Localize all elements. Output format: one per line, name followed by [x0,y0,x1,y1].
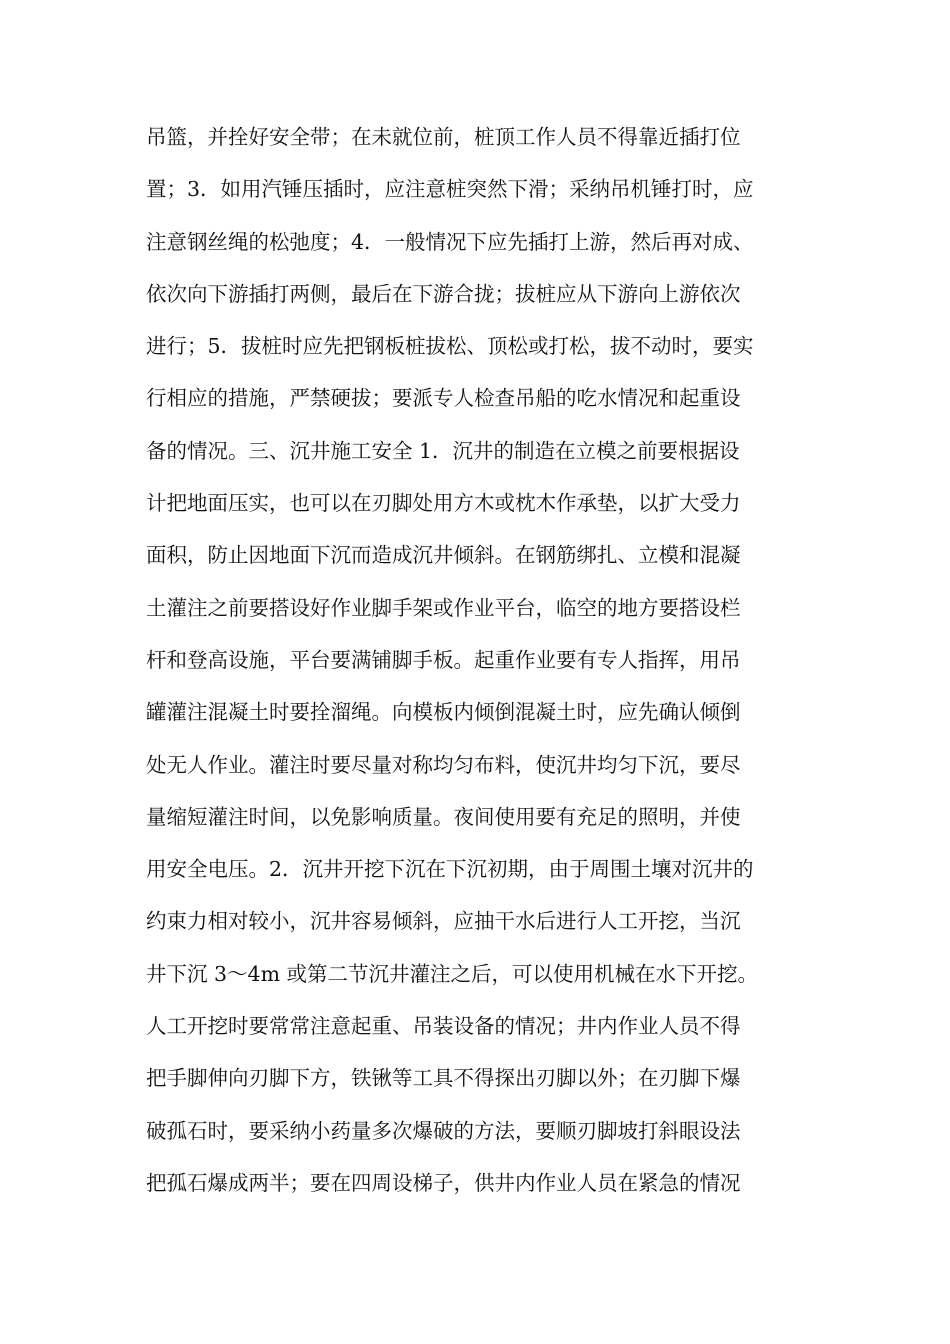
text-line: 进行；5．拔桩时应先把钢板桩拔松、顶松或打松，拔不动时，要实 [146,334,754,359]
text-line: 人工开挖时要常常注意起重、吊装设备的情况；井内作业人员不得 [146,1014,741,1039]
text-line: 用安全电压。2．沉井开挖下沉在下沉初期，由于周围土壤对沉井的 [146,857,754,882]
text-line: 土灌注之前要搭设好作业脚手架或作业平台，临空的地方要搭设栏 [146,595,741,620]
text-line: 量缩短灌注时间，以免影响质量。夜间使用要有充足的照明，并使 [146,804,741,829]
text-line: 把手脚伸向刃脚下方，铁锹等工具不得探出刃脚以外；在刃脚下爆 [146,1066,741,1091]
text-line: 置；3．如用汽锤压插时，应注意桩突然下滑；采纳吊机锤打时，应 [146,177,754,202]
text-line: 备的情况。三、沉井施工安全 1．沉井的制造在立模之前要根据设 [146,438,740,463]
text-line: 罐灌注混凝土时要拴溜绳。向模板内倾倒混凝土时，应先确认倾倒 [146,700,741,725]
text-line: 依次向下游插打两侧，最后在下游合拢；拔桩应从下游向上游依次 [146,281,741,306]
text-line: 把孤石爆成两半；要在四周设梯子，供井内作业人员在紧急的情况 [146,1170,741,1195]
text-line: 吊篮，并拴好安全带；在未就位前，桩顶工作人员不得靠近插打位 [146,125,741,149]
body-text [146,117,818,1215]
text-line: 处无人作业。灌注时要尽量对称均匀布料，使沉井均匀下沉，要尽 [146,752,741,777]
text-line: 破孤石时，要采纳小药量多次爆破的方法，要顺刃脚坡打斜眼设法 [146,1118,741,1143]
text-line: 面积，防止因地面下沉而造成沉井倾斜。在钢筋绑扎、立模和混凝 [146,543,741,568]
text-line: 井下沉 3～4m 或第二节沉井灌注之后，可以使用机械在水下开挖。 [146,961,759,986]
text-line: 约束力相对较小，沉井容易倾斜，应抽干水后进行人工开挖，当沉 [146,909,741,934]
text-line: 注意钢丝绳的松弛度；4．一般情况下应先插打上游，然后再对成、 [146,229,754,254]
text-line: 行相应的措施，严禁硬拔；要派专人检查吊船的吃水情况和起重设 [146,386,741,411]
text-line: 杆和登高设施，平台要满铺脚手板。起重作业要有专人指挥，用吊 [146,647,741,672]
text-line: 计把地面压实，也可以在刃脚处用方木或枕木作承垫，以扩大受力 [146,491,741,516]
